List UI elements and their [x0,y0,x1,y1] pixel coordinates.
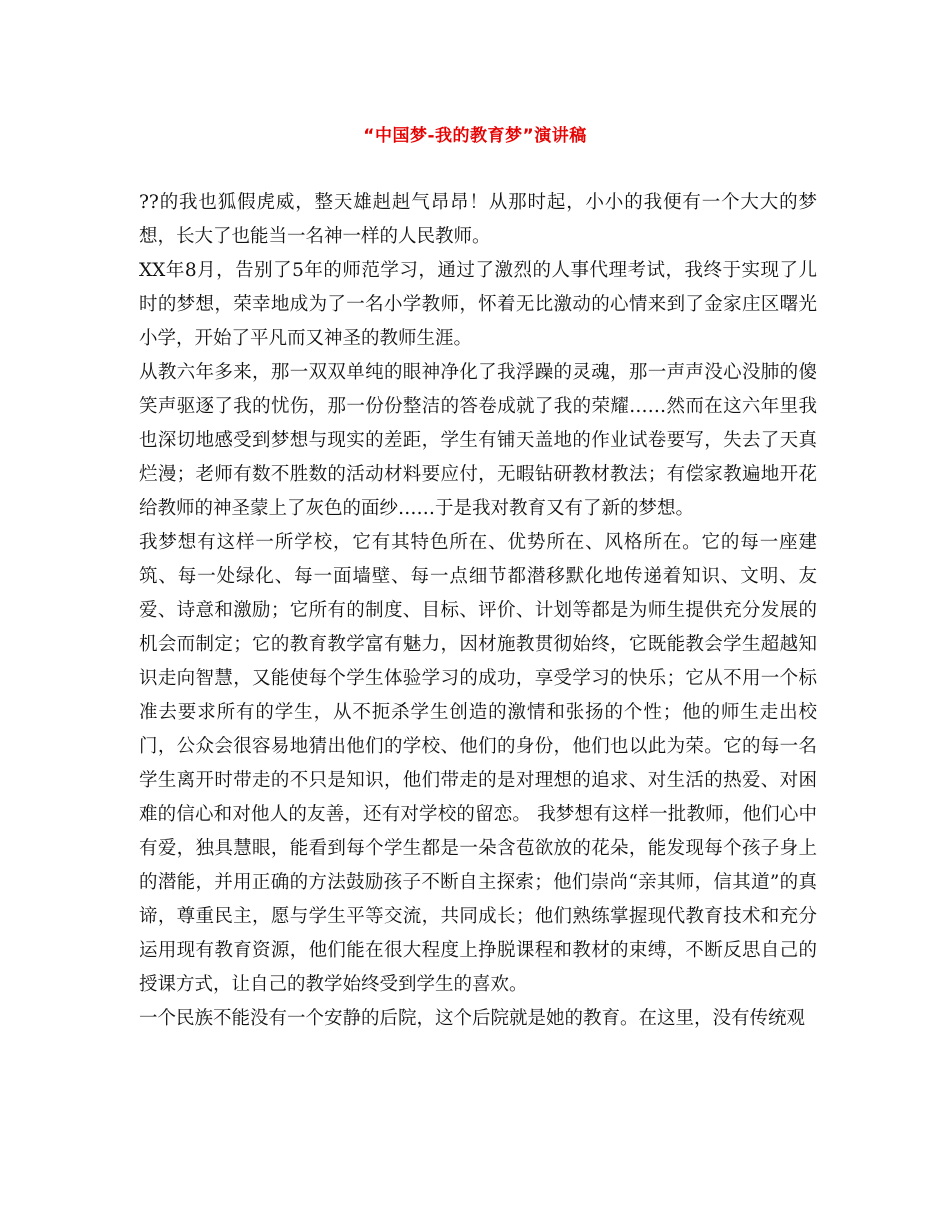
document-title: “中国梦-我的教育梦”演讲稿 [363,126,587,146]
paragraph: 从教六年多来，那一双双单纯的眼神净化了我浮躁的灵魂，那一声声没心没肺的傻笑声驱逐了我的忧伤，那一份份整洁的答卷成就了我的荣耀……然而在这六年里我也深切地感受到梦想与现实的差距，学生有铺天盖地的作业试卷要写，失去了天真烂漫；老师有数不胜数的活动材料要应付，无暇钻研教材教法；有偿家教遍地开花给教师的神圣蒙上了灰色的面纱……于是我对教育又有了新的梦想。 [139,362,817,519]
paragraph: 我梦想有这样一所学校，它有其特色所在、优势所在、风格所在。它的每一座建筑、每一处绿化、每一面墙壁、每一点细节都潜移默化地传递着知识、文明、友爱、诗意和激励；它所有的制度、目标、评价、计划等都是为师生提供充分发展的机会而制定；它的教育教学富有魅力，因材施教贯彻始终，它既能教会学生超越知识走向智慧，又能使每个学生体验学习的成功，享受学习的快乐；它从不用一个标准去要求所有的学生，从不扼杀学生创造的激情和张扬的个性；他的师生走出校门，公众会很容易地猜出他们的学校、他们的身份，他们也以此为荣。它的每一名学生离开时带走的不只是知识，他们带走的是对理想的追求、对生活的热爱、对困难的信心和对他人的友善，还有对学校的留恋。 我梦想有这样一批教师，他们心中有爱，独具慧眼，能看到每个学生都是一朵含苞欲放的花朵，能发现每个孩子身上的潜能，并用正确的方法鼓励孩子不断自主探索；他们崇尚“亲其师，信其道”的真谛，尊重民主，愿与学生平等交流，共同成长；他们熟练掌握现代教育技术和充分运用现有教育资源，他们能在很大程度上挣脱课程和教材的束缚，不断反思自己的授课方式，让自己的教学始终受到学生的喜欢。 [139,532,817,995]
document-body [139,186,817,1036]
paragraph: ??的我也狐假虎威，整天雄赳赳气昂昂！从那时起，小小的我便有一个大大的梦想，长大了也能当一名神一样的人民教师。 [139,192,817,247]
paragraph: 一个民族不能没有一个安静的后院，这个后院就是她的教育。在这里，没有传统观 [139,1008,806,1029]
paragraph: XX年8月，告别了5年的师范学习，通过了激烈的人事代理考试，我终于实现了儿时的梦想，荣幸地成为了一名小学教师，怀着无比激动的心情来到了金家庄区曙光小学，开始了平凡而又神圣的教师生涯。 [139,260,817,349]
